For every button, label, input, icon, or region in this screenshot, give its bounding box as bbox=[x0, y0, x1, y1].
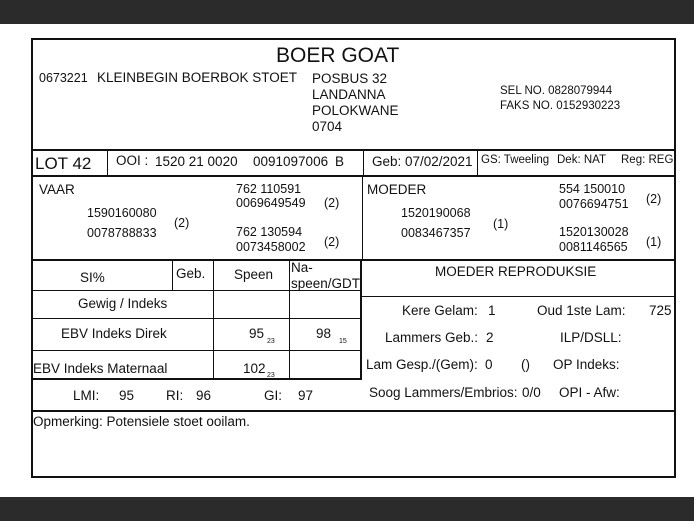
direct-speen-sub: 23 bbox=[267, 338, 275, 345]
speen-header: Speen bbox=[234, 267, 274, 282]
soog-value: 0/0 bbox=[522, 385, 541, 400]
divider bbox=[31, 350, 361, 351]
divider bbox=[31, 410, 676, 412]
divider bbox=[289, 260, 290, 380]
breeder-name: KLEINBEGIN BOERBOK STOET bbox=[97, 70, 298, 85]
dam-dam-id-1: 1520130028 bbox=[559, 225, 629, 239]
dam-sire-id-1: 554 150010 bbox=[559, 182, 626, 196]
sire-dam-id-2: 0073458002 bbox=[236, 240, 306, 254]
kere-gelam-label: Kere Gelam: bbox=[402, 303, 478, 318]
soog-label: Soog Lammers/Embrios: bbox=[369, 385, 518, 400]
dam-sire-count: (2) bbox=[646, 192, 662, 206]
birth-date: 07/02/2021 bbox=[405, 154, 473, 169]
bottom-band bbox=[0, 497, 694, 521]
gi-value: 97 bbox=[298, 388, 314, 403]
breeder-code: 0673221 bbox=[39, 71, 88, 85]
lammers-label: Lammers Geb.: bbox=[385, 330, 479, 345]
ilp-label: ILP/DSLL: bbox=[560, 330, 622, 345]
divider bbox=[31, 149, 676, 151]
sire-sire-id-2: 0069649549 bbox=[236, 196, 306, 210]
address-line-4: 0704 bbox=[312, 119, 343, 134]
dam-label: MOEDER bbox=[367, 182, 427, 197]
divider bbox=[213, 260, 214, 380]
sire-left-count: (2) bbox=[174, 216, 190, 230]
address-line-3: POLOKWANE bbox=[312, 103, 399, 118]
direct-speen-value: 95 bbox=[249, 326, 265, 341]
top-band bbox=[0, 0, 694, 24]
maternal-speen-sub: 23 bbox=[267, 372, 275, 379]
geb-header: Geb. bbox=[176, 266, 206, 281]
divider bbox=[172, 260, 173, 290]
dam-sire-id-2: 0076694751 bbox=[559, 197, 629, 211]
animal-id: 0091097006 bbox=[253, 154, 329, 169]
maternal-speen-value: 102 bbox=[243, 361, 266, 376]
page-title: BOER GOAT bbox=[276, 44, 400, 67]
address-line-2: LANDANNA bbox=[312, 87, 386, 102]
gs-status: GS: Tweeling bbox=[481, 154, 550, 166]
oud-label: Oud 1ste Lam: bbox=[537, 303, 626, 318]
row-label-weight: Gewig / Indeks bbox=[78, 296, 168, 311]
dam-left-id-2: 0083467357 bbox=[401, 226, 471, 240]
divider bbox=[31, 175, 676, 177]
lot-number: LOT 42 bbox=[35, 154, 92, 173]
animal-grade: B bbox=[335, 154, 345, 169]
gi-label: GI: bbox=[264, 388, 283, 403]
direct-naspeen-value: 98 bbox=[316, 326, 332, 341]
dam-dam-id-2: 0081146565 bbox=[559, 240, 628, 254]
ri-label: RI: bbox=[166, 388, 184, 403]
naspeen-header-1: Na- bbox=[291, 260, 313, 275]
row-label-direct: EBV Indeks Direk bbox=[61, 326, 167, 341]
divider bbox=[31, 318, 361, 319]
opi-label: OPI - Afw: bbox=[559, 385, 620, 400]
reg-status: Reg: REG bbox=[621, 154, 674, 166]
sire-dam-count: (2) bbox=[324, 235, 340, 249]
si-header: SI% bbox=[80, 270, 105, 285]
ri-value: 96 bbox=[196, 388, 212, 403]
dam-left-id-1: 1520190068 bbox=[401, 206, 471, 220]
dam-dam-count: (1) bbox=[646, 235, 662, 249]
sire-left-id-2: 0078788833 bbox=[87, 226, 157, 240]
lam-gesp-label: Lam Gesp./(Gem): bbox=[366, 357, 478, 372]
sire-left-id-1: 1590160080 bbox=[87, 206, 157, 220]
phone-number: SEL NO. 0828079944 bbox=[500, 85, 613, 97]
dek-status: Dek: NAT bbox=[557, 154, 606, 166]
divider bbox=[362, 296, 676, 297]
sire-label: VAAR bbox=[39, 182, 75, 197]
lammers-value: 2 bbox=[486, 330, 494, 345]
row-label-maternal: EBV Indeks Maternaal bbox=[33, 361, 168, 376]
divider bbox=[477, 151, 478, 175]
divider bbox=[362, 176, 363, 260]
kere-gelam-value: 1 bbox=[488, 303, 496, 318]
divider bbox=[107, 151, 108, 175]
fax-number: FAKS NO. 0152930223 bbox=[500, 100, 621, 112]
ooi-label: OOI : bbox=[116, 153, 149, 168]
naspeen-header-2: speen/GDT bbox=[291, 276, 361, 291]
lmi-label: LMI: bbox=[73, 388, 100, 403]
ooi-number: 1520 21 0020 bbox=[155, 154, 238, 169]
reproduction-title: MOEDER REPRODUKSIE bbox=[435, 264, 597, 279]
remark: Opmerking: Potensiele stoet ooilam. bbox=[33, 414, 250, 429]
dam-left-count: (1) bbox=[493, 217, 509, 231]
sire-sire-count: (2) bbox=[324, 196, 340, 210]
birth-label: Geb: bbox=[372, 154, 402, 169]
op-label: OP Indeks: bbox=[553, 357, 620, 372]
lam-gesp-avg: () bbox=[521, 357, 530, 372]
address-line-1: POSBUS 32 bbox=[312, 71, 388, 86]
lmi-value: 95 bbox=[119, 388, 135, 403]
direct-naspeen-sub: 15 bbox=[339, 338, 347, 345]
sire-dam-id-1: 762 130594 bbox=[236, 225, 303, 239]
sire-sire-id-1: 762 110591 bbox=[236, 182, 302, 196]
oud-value: 725 bbox=[649, 303, 672, 318]
lam-gesp-value: 0 bbox=[485, 357, 493, 372]
divider bbox=[363, 151, 364, 175]
